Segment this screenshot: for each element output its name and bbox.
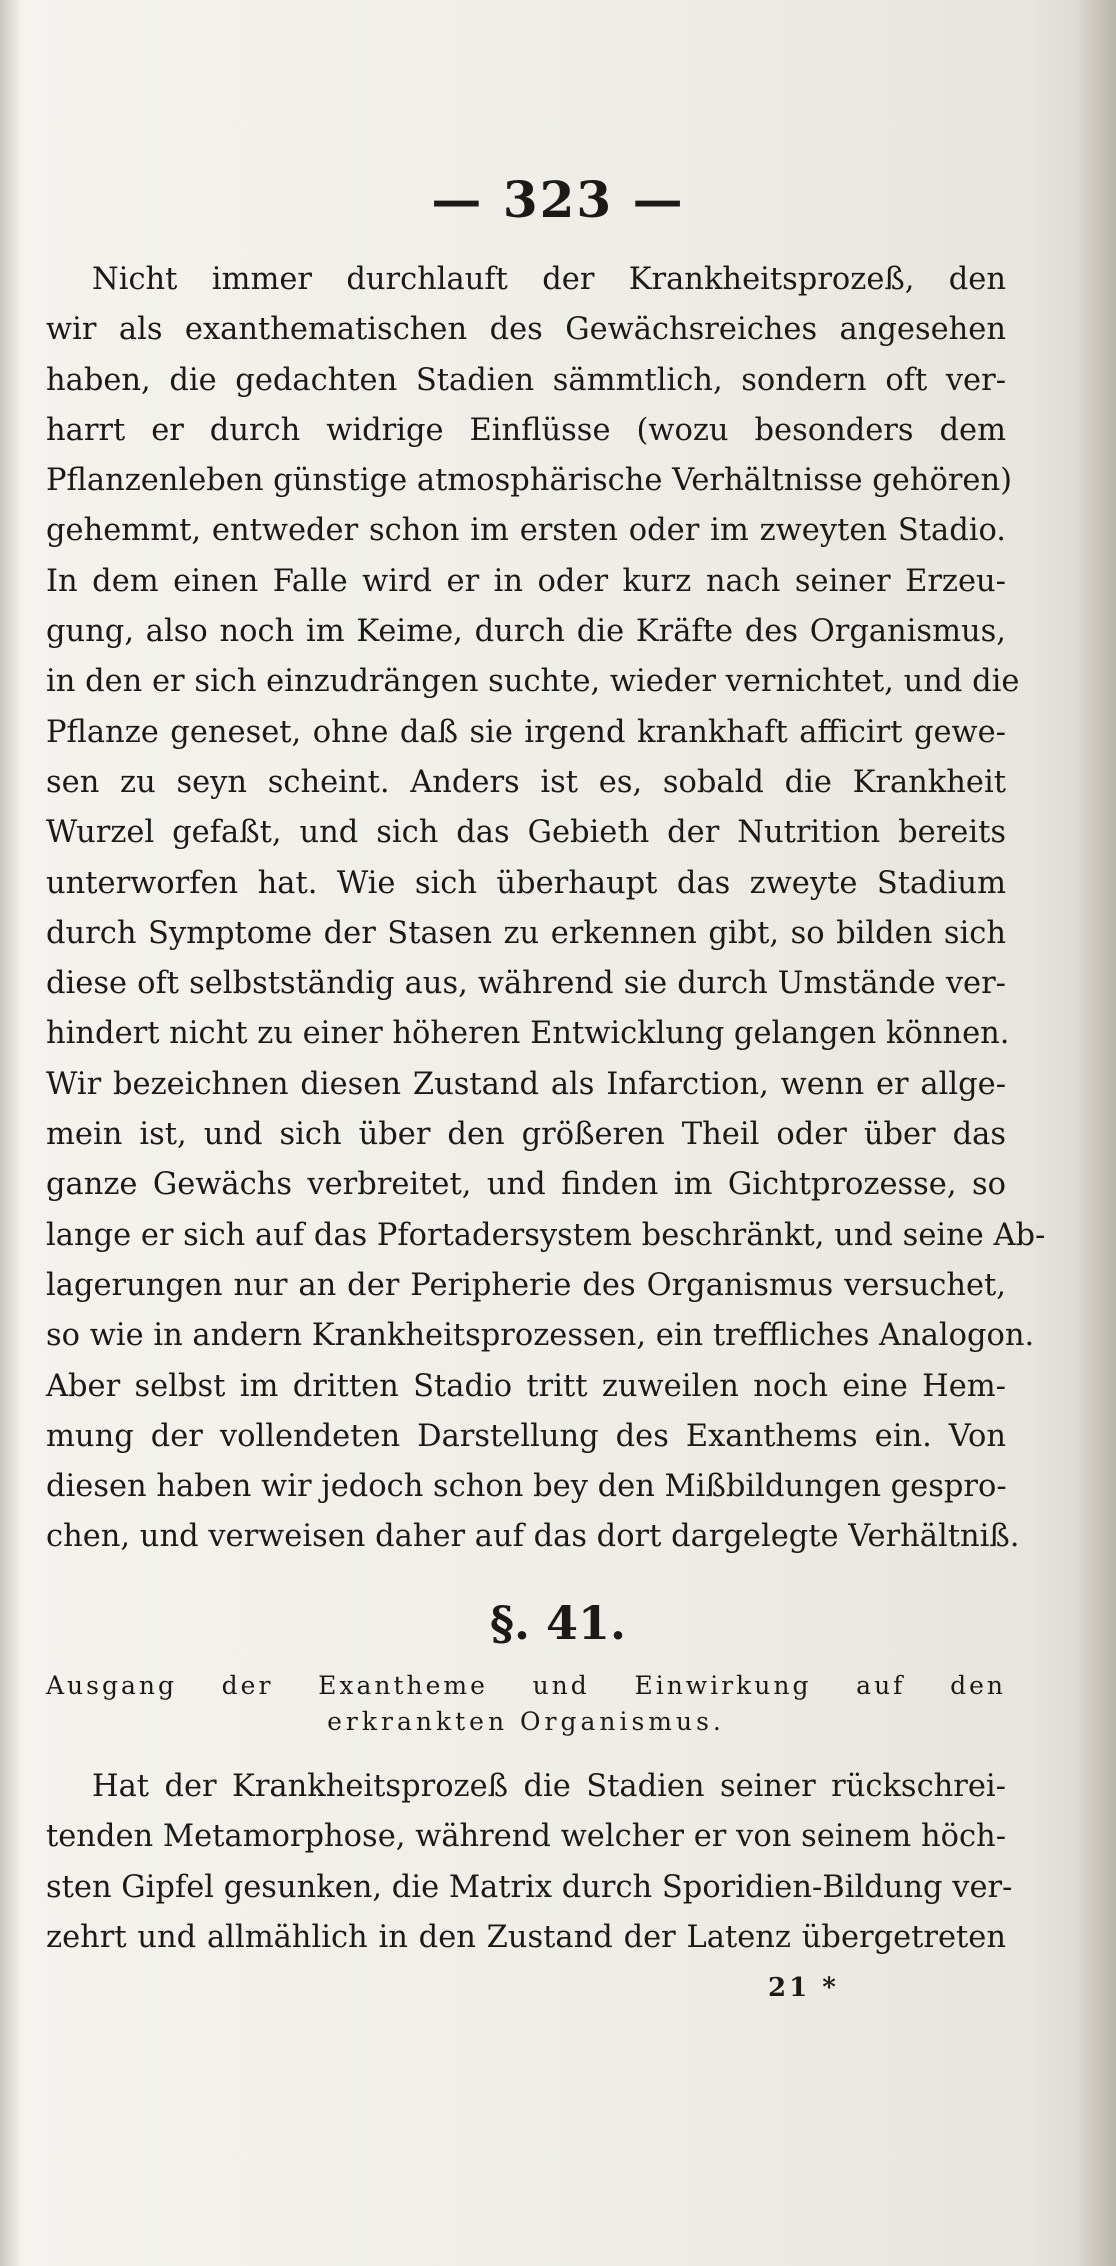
text-line: ganze Gewächs verbreitet, und finden im Gichtprozesse, so [46,1167,1006,1203]
text-line: haben, die gedachten Stadien sämmtlich, sondern oft ver- [46,362,1006,398]
text-line: sten Gipfel gesunken, die Matrix durch Sporidien-Bildung ver- [46,1869,1013,1905]
text-line: gung, also noch im Keime, durch die Kräfte des Organismus, [46,614,1006,650]
section-title-line: erkrankten Organismus. [327,1707,725,1736]
text-line: mung der vollendeten Darstellung des Exanthems ein. Von [46,1418,1006,1454]
text-line: Hat der Krankheitsprozeß die Stadien seiner rückschrei- [92,1769,1006,1804]
text-line: Aber selbst im dritten Stadio tritt zuweilen noch eine Hem- [46,1368,1006,1404]
section-number: §. 41. [489,1596,627,1650]
section-title [46,1668,1006,1740]
text-line: lange er sich auf das Pfortadersystem beschränkt, und seine Ab- [46,1217,1046,1253]
text-line: hindert nicht zu einer höheren Entwicklung gelangen können. [46,1016,1010,1052]
section-title-line: Ausgang der Exantheme und Einwirkung auf den [46,1671,1006,1700]
text-line: mein ist, und sich über den größeren Theil oder über das [46,1117,1006,1153]
page-number-header: — 323 — [431,170,685,229]
text-line: Wir bezeichnen diesen Zustand als Infarction, wenn er allge- [46,1066,1006,1102]
paragraph-2 [46,1762,1013,1963]
text-line: chen, und verweisen daher auf das dort dargelegte Verhältniß. [46,1519,1020,1555]
text-line: tenden Metamorphose, während welcher er von seinem höch- [46,1819,1006,1855]
text-line: sen zu seyn scheint. Anders ist es, sobald die Krankheit [46,764,1006,800]
page-gutter-shadow [0,0,22,2266]
text-line: so wie in andern Krankheitsprozessen, ein treffliches Analogon. [46,1318,1035,1354]
text-line: Pflanze geneset, ohne daß sie irgend krankhaft afficirt gewe- [46,714,1006,750]
text-line: Wurzel gefaßt, und sich das Gebieth der Nutrition bereits [46,815,1006,851]
text-line: wir als exanthematischen des Gewächsreiches angesehen [46,312,1006,348]
text-line: in den er sich einzudrängen suchte, wieder vernichtet, und die [46,664,1020,700]
text-line: durch Symptome der Stasen zu erkennen gibt, so bilden sich [46,915,1006,951]
text-line: lagerungen nur an der Peripherie des Organismus versuchet, [46,1267,1006,1303]
text-line: harrt er durch widrige Einflüsse (wozu besonders dem [46,412,1006,448]
paragraph-1 [46,255,1046,1563]
text-line: diese oft selbstständig aus, während sie durch Umstände ver- [46,966,1006,1002]
text-line: Pflanzenleben günstige atmosphärische Verhältnisse gehören) [46,463,1012,499]
text-line: zehrt und allmählich in den Zustand der Latenz übergetreten [46,1919,1006,1955]
text-line: Nicht immer durchlauft der Krankheitsprozeß, den [92,262,1006,297]
text-line: gehemmt, entweder schon im ersten oder im zweyten Stadio. [46,513,1006,549]
text-line: unterworfen hat. Wie sich überhaupt das zweyte Stadium [46,865,1006,901]
text-line: In dem einen Falle wird er in oder kurz nach seiner Erzeu- [46,563,1006,599]
page-edge-shadow [1076,0,1116,2266]
signature-mark: 21 * [768,1973,839,2003]
text-line: diesen haben wir jedoch schon bey den Mißbildungen gespro- [46,1469,1007,1505]
